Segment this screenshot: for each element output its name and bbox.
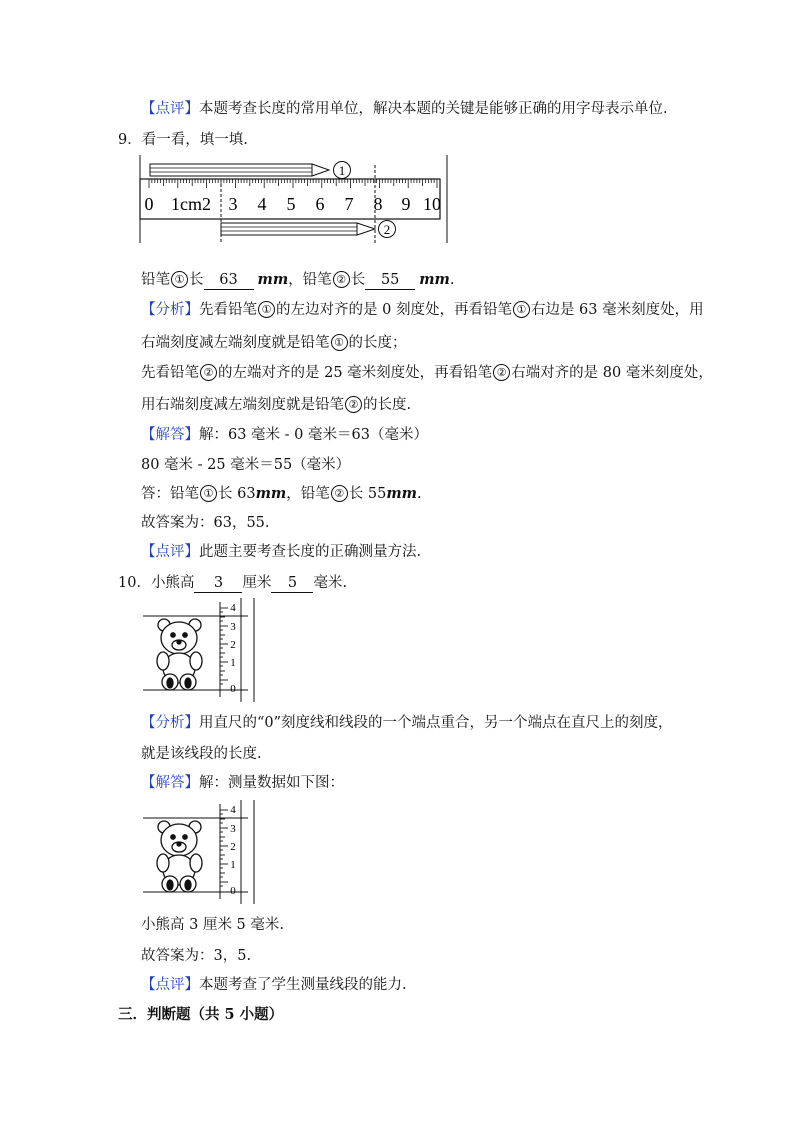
comment-tag: 【点评】 (141, 977, 199, 993)
text: 先看铅笔 (141, 365, 199, 381)
text: 长 63 (218, 486, 256, 502)
q9-solution-line-1 (141, 425, 428, 445)
q10-final-answer: 故答案为：3，5. (141, 948, 252, 964)
q9-solution-line-3 (141, 484, 422, 504)
text: 解：测量数据如下图： (199, 775, 344, 791)
text-length-2: 长 (350, 272, 366, 288)
ruler-label-7: 7 (344, 194, 354, 214)
comment-text: 本题考查了学生测量线段的能力. (199, 977, 407, 993)
q10-comment (141, 975, 407, 995)
circle-2: ② (333, 271, 350, 288)
q9-analysis-line-4 (141, 395, 411, 415)
ruler-label-5: 5 (286, 194, 296, 214)
circle-2: ② (493, 364, 510, 381)
text: 用右端刻度减左端刻度就是铅笔 (141, 397, 344, 413)
text: . (417, 486, 422, 502)
text: 先看铅笔 (199, 302, 257, 318)
q9-final-answer: 故答案为：63，55. (141, 515, 270, 531)
text: 的左边对齐的是 0 刻度处，再看铅笔 (276, 302, 512, 318)
q8-comment (141, 99, 668, 119)
comment-text: 此题主要考查长度的正确测量方法. (199, 544, 422, 560)
ruler-label-4: 4 (257, 194, 267, 214)
ruler-label-3: 3 (228, 194, 238, 214)
ruler-label-8: 8 (373, 194, 383, 214)
comment-tag: 【点评】 (141, 101, 199, 117)
unit-mm: mm (386, 485, 417, 502)
pencil-1 (150, 164, 329, 176)
bear-ruler-figure (140, 598, 265, 702)
text: 的长度. (363, 397, 412, 413)
analysis-tag: 【分析】 (141, 302, 199, 318)
pencil-2-mark (379, 221, 396, 238)
q9-solution-line-2: 80 毫米 - 25 毫米＝55（毫米） (141, 457, 351, 473)
text-period: . (449, 272, 455, 288)
circle-1: ① (171, 271, 188, 288)
q10-analysis-line-2: 就是该线段的长度. (141, 746, 262, 762)
svg-text:2: 2 (383, 222, 391, 237)
text: 厘米 (242, 575, 272, 591)
q9-comment (141, 542, 421, 562)
text: 右边是 63 毫米刻度处，用 (530, 302, 704, 318)
answer-blank-2: 5 (271, 575, 313, 593)
circle-2: ② (200, 364, 217, 381)
q9-analysis-line-2 (141, 333, 407, 353)
text-length: 长 (189, 272, 204, 288)
text: 的长度； (348, 335, 407, 351)
text-pencil: 铅笔 (141, 272, 170, 288)
text: 的左端对齐的是 25 毫米刻度处，再看铅笔 (218, 365, 493, 381)
comment-tag: 【点评】 (141, 544, 199, 560)
pencil-1-mark (334, 162, 351, 179)
text: 右端对齐的是 80 毫米刻度处， (511, 365, 713, 381)
circle-1: ① (258, 301, 275, 318)
text-pencil-2: ，铅笔 (288, 272, 332, 288)
question-9-title: 9．看一看，填一填. (118, 132, 248, 148)
text: 右端刻度减左端刻度就是铅笔 (141, 335, 330, 351)
ruler-label-6: 6 (315, 194, 325, 214)
solution-tag: 【解答】 (141, 775, 199, 791)
circle-2: ② (345, 396, 362, 413)
q10-analysis-line-1 (141, 713, 673, 733)
unit-mm-2: mm (419, 271, 450, 288)
q9-analysis-line-1 (141, 300, 704, 320)
q9-analysis-line-3 (141, 363, 713, 383)
text: ，铅笔 (286, 486, 330, 502)
q10-solution-line-1 (141, 773, 344, 793)
ruler-label-10: 10 (423, 194, 441, 214)
svg-text:1: 1 (338, 163, 346, 178)
answer-blank-2: 55 (365, 272, 415, 290)
solution-tag: 【解答】 (141, 427, 199, 443)
circle-1: ① (513, 301, 530, 318)
text: 毫米. (313, 575, 348, 591)
circle-1: ① (200, 485, 217, 502)
pencil-2 (221, 223, 375, 235)
text: 长 55 (348, 486, 387, 502)
comment-text: 本题考查长度的常用单位，解决本题的关键是能够正确的用字母表示单位. (199, 101, 668, 117)
unit-mm: mm (255, 485, 287, 502)
circle-2: ② (331, 485, 348, 502)
analysis-tag: 【分析】 (141, 715, 199, 731)
text: 答：铅笔 (141, 486, 199, 502)
answer-blank-1: 3 (194, 575, 242, 593)
text: 10．小熊高 (118, 575, 195, 591)
section-heading: 三．判断题（共 5 小题） (118, 1006, 284, 1023)
unit-mm-1: mm (257, 271, 289, 288)
ruler-label-0: 0 (144, 194, 154, 214)
bear-ruler-figure-solution (140, 800, 265, 904)
question-10-title (118, 573, 347, 593)
text: 解：63 毫米 - 0 毫米＝63（毫米） (199, 427, 428, 443)
ruler (140, 179, 441, 219)
q9-fill-line (141, 270, 454, 290)
answer-blank-1: 63 (204, 272, 254, 290)
ruler-label-1cm2: 1cm2 (171, 194, 211, 214)
pencil-ruler-figure (139, 155, 449, 243)
text: 用直尺的“0”刻度线和线段的一个端点重合，另一个端点在直尺上的刻度， (199, 715, 673, 731)
circle-1: ① (331, 334, 348, 351)
ruler-label-9: 9 (401, 194, 411, 214)
q10-solution-line-2: 小熊高 3 厘米 5 毫米. (141, 917, 284, 933)
